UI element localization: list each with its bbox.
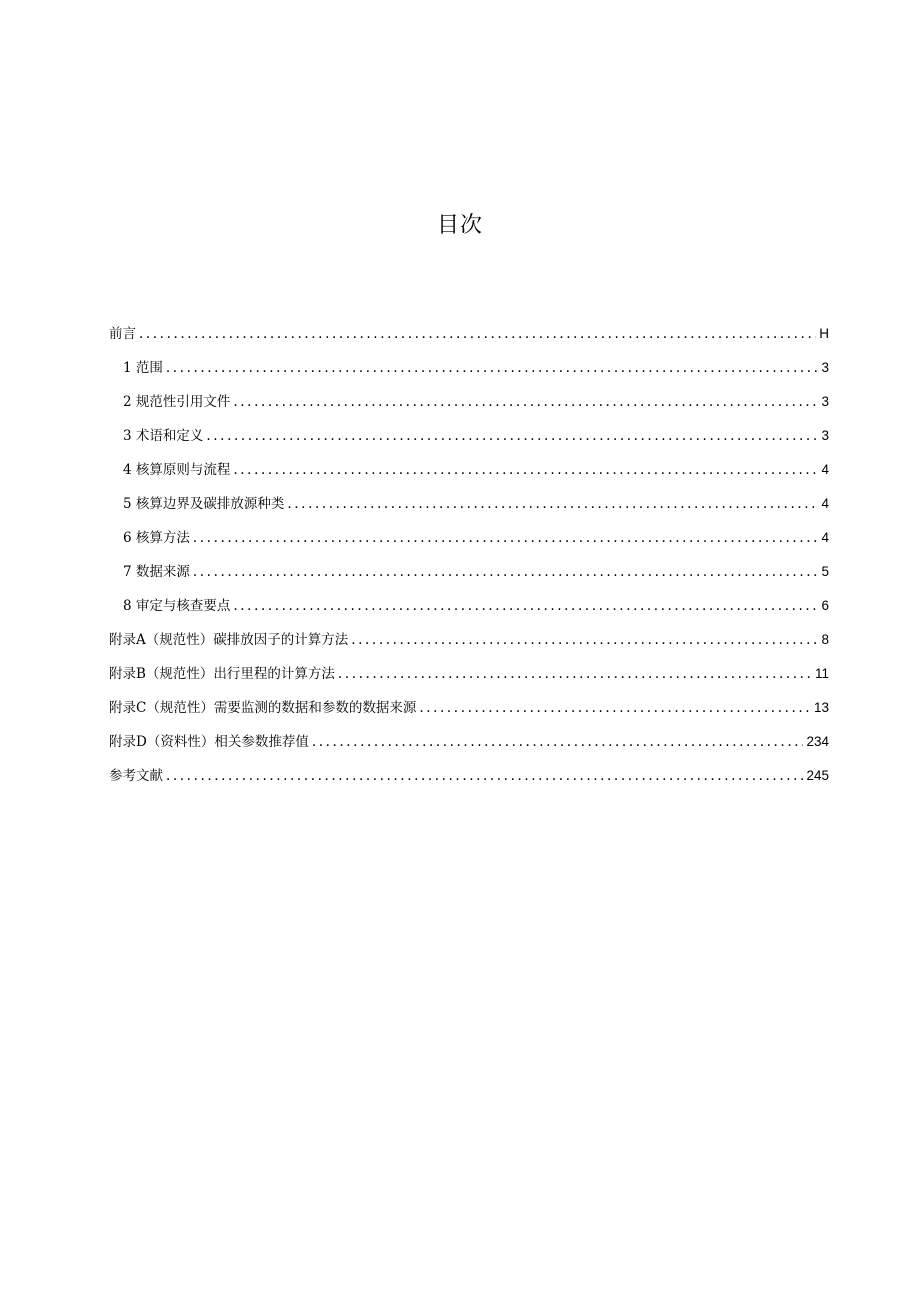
toc-page-number: 13 [813,700,829,715]
toc-dot-leader [351,632,818,648]
toc-page-number: 3 [821,428,829,443]
page-title: 目次 [436,213,483,238]
table-of-contents [109,322,829,798]
toc-dot-leader [419,700,811,716]
toc-entry-appendix-b[interactable] [109,662,829,696]
toc-dot-leader [139,326,816,342]
toc-page-number: 4 [821,530,829,545]
toc-entry-label: 3 术语和定义 [123,428,204,444]
toc-dot-leader [166,360,819,376]
toc-entry-boundary-sources[interactable] [109,492,829,526]
toc-page-number: 8 [821,632,829,647]
toc-entry-label: 4 核算原则与流程 [123,462,231,478]
toc-dot-leader [233,598,818,614]
toc-dot-leader [193,564,819,580]
toc-page-number: 3 [821,360,829,375]
toc-entry-label: 5 核算边界及碳排放源种类 [123,496,285,512]
toc-page-number: 11 [814,666,829,681]
toc-entry-scope[interactable] [109,356,829,390]
toc-entry-appendix-a[interactable] [109,628,829,662]
toc-dot-leader [206,428,818,444]
toc-page-number: 5 [821,564,829,579]
toc-entry-methods[interactable] [109,526,829,560]
toc-entry-bibliography[interactable] [109,764,829,798]
toc-entry-data-sources[interactable] [109,560,829,594]
toc-dot-leader [193,530,819,546]
toc-dot-leader [233,462,818,478]
toc-page-number: H [819,326,829,341]
toc-entry-label: 6 核算方法 [123,530,190,546]
toc-entry-label: 附录B（规范性）出行里程的计算方法 [109,666,335,682]
toc-page-number: 4 [821,462,829,477]
toc-page-number: 4 [821,496,829,511]
toc-entry-label: 1 范围 [123,360,163,376]
toc-dot-leader [312,734,804,750]
toc-entry-terms-definitions[interactable] [109,424,829,458]
toc-entry-principles-process[interactable] [109,458,829,492]
toc-entry-foreword[interactable] [109,322,829,356]
toc-entry-label: 参考文献 [109,768,163,784]
toc-entry-normative-references[interactable] [109,390,829,424]
toc-page-number: 6 [821,598,829,613]
toc-page-number: 234 [806,734,829,749]
toc-entry-label: 附录C（规范性）需要监测的数据和参数的数据来源 [109,700,417,716]
toc-entry-label: 附录A（规范性）碳排放因子的计算方法 [109,632,349,648]
toc-entry-label: 7 数据来源 [123,564,190,580]
toc-entry-label: 8 审定与核查要点 [123,598,231,614]
toc-dot-leader [338,666,812,682]
toc-entry-appendix-d[interactable] [109,730,829,764]
toc-dot-leader [166,768,803,784]
toc-entry-verification[interactable] [109,594,829,628]
toc-page-number: 3 [821,394,829,409]
toc-dot-leader [287,496,818,512]
toc-entry-label: 附录D（资料性）相关参数推荐值 [109,734,309,750]
toc-page-number: 245 [806,768,829,783]
toc-entry-label: 前言 [109,326,136,342]
toc-entry-appendix-c[interactable] [109,696,829,730]
toc-entry-label: 2 规范性引用文件 [123,394,231,410]
toc-dot-leader [233,394,818,410]
